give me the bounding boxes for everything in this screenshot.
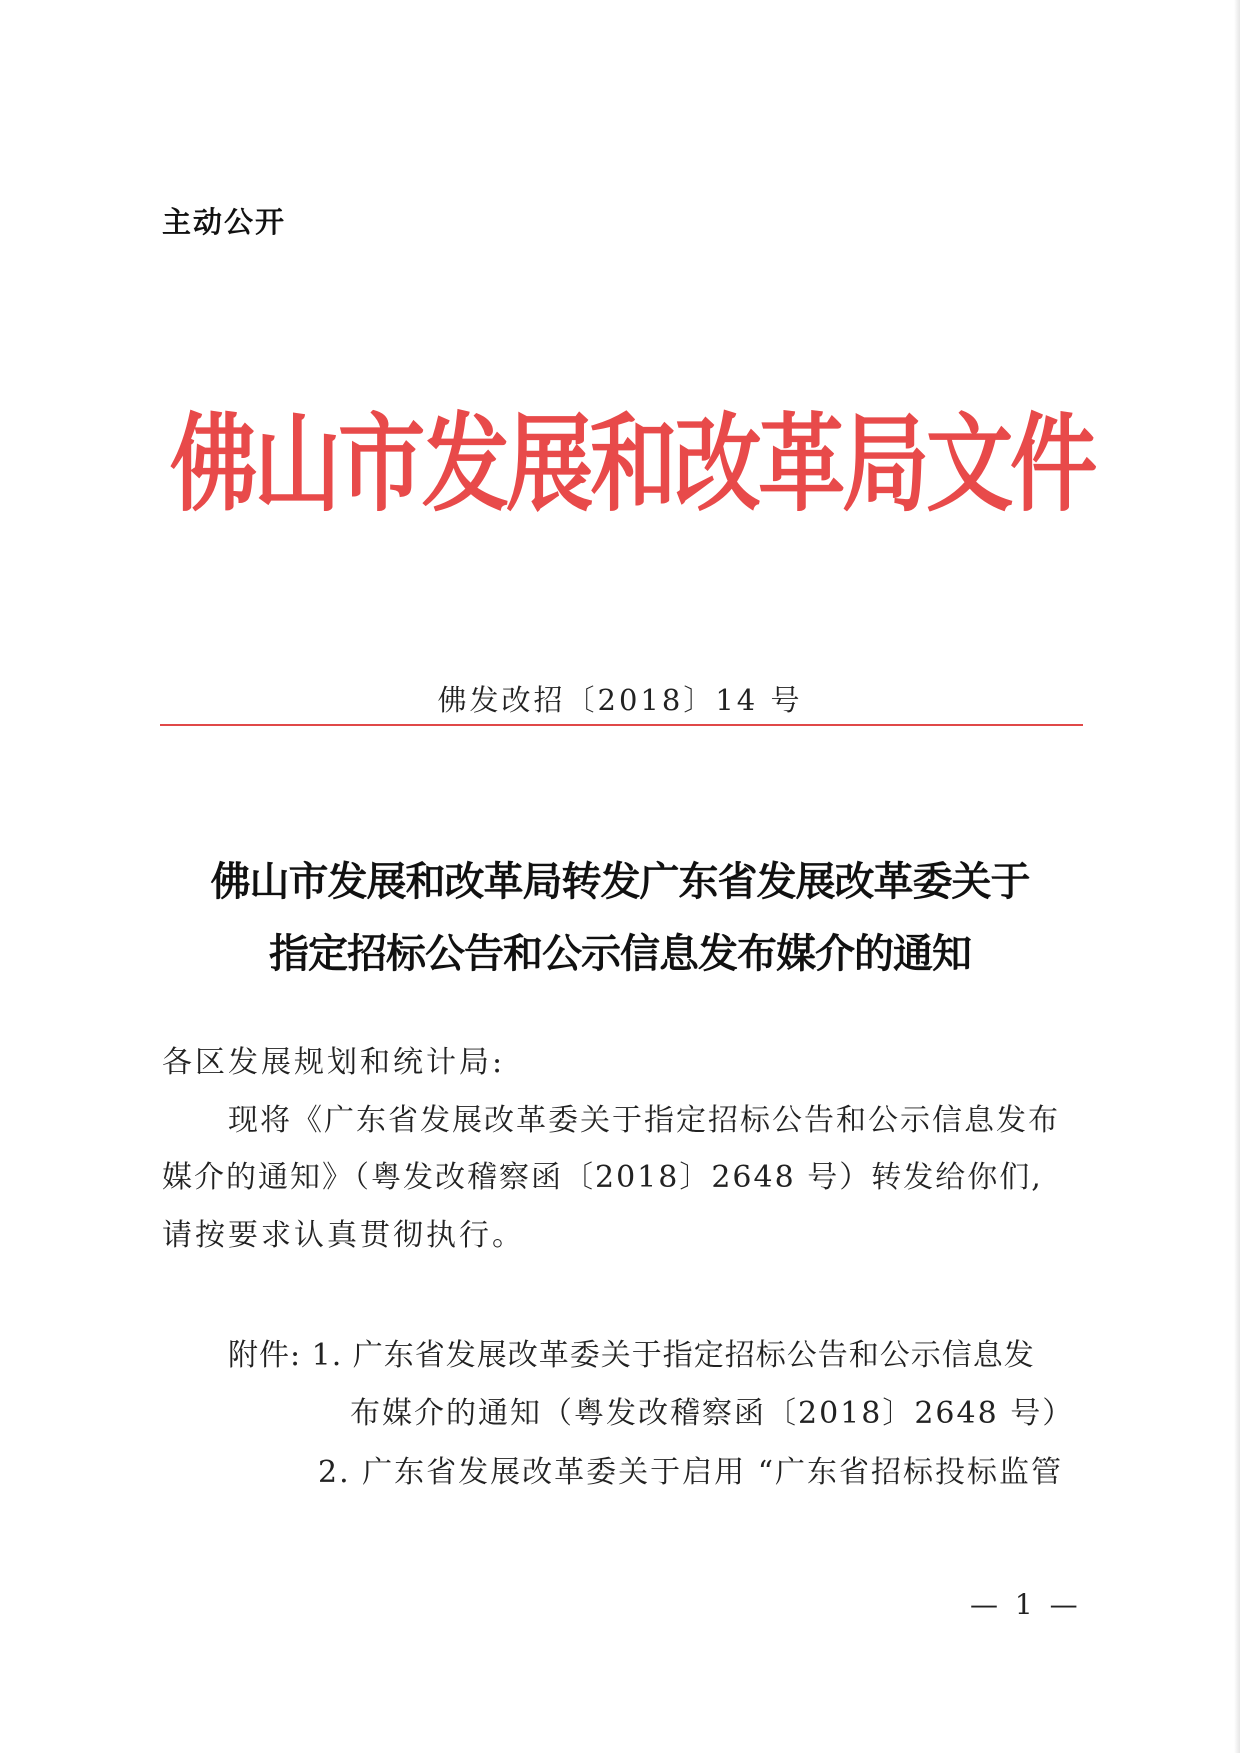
attachment-line-3: 2. 广东省发展改革委关于启用 “广东省招标投标监管 — [318, 1455, 1064, 1490]
masthead-title: 佛山市发展和改革局文件 — [170, 401, 1095, 527]
red-divider-line — [160, 724, 1083, 726]
attachment-line-1: 附件: 1. 广东省发展改革委关于指定招标公告和公示信息发 — [228, 1338, 1035, 1373]
attachment-line-2: 布媒介的通知（粤发改稽察函〔2018〕2648 号） — [350, 1396, 1075, 1431]
paragraph-line-2: 媒介的通知》（粤发改稽察函〔2018〕2648 号）转发给你们, — [162, 1160, 1043, 1195]
recipient-line: 各区发展规划和统计局: — [162, 1045, 506, 1080]
paragraph-line-1: 现将《广东省发展改革委关于指定招标公告和公示信息发布 — [228, 1103, 1060, 1138]
paragraph-line-3: 请按要求认真贯彻执行。 — [162, 1218, 525, 1253]
disclosure-label: 主动公开 — [162, 205, 287, 239]
document-title-line-2: 指定招标公告和公示信息发布媒介的通知 — [269, 930, 971, 977]
page-number: — 1 — — [970, 1588, 1082, 1621]
document-title-line-1: 佛山市发展和改革局转发广东省发展改革委关于 — [210, 858, 1030, 905]
document-number: 佛发改招〔2018〕14 号 — [437, 683, 803, 717]
